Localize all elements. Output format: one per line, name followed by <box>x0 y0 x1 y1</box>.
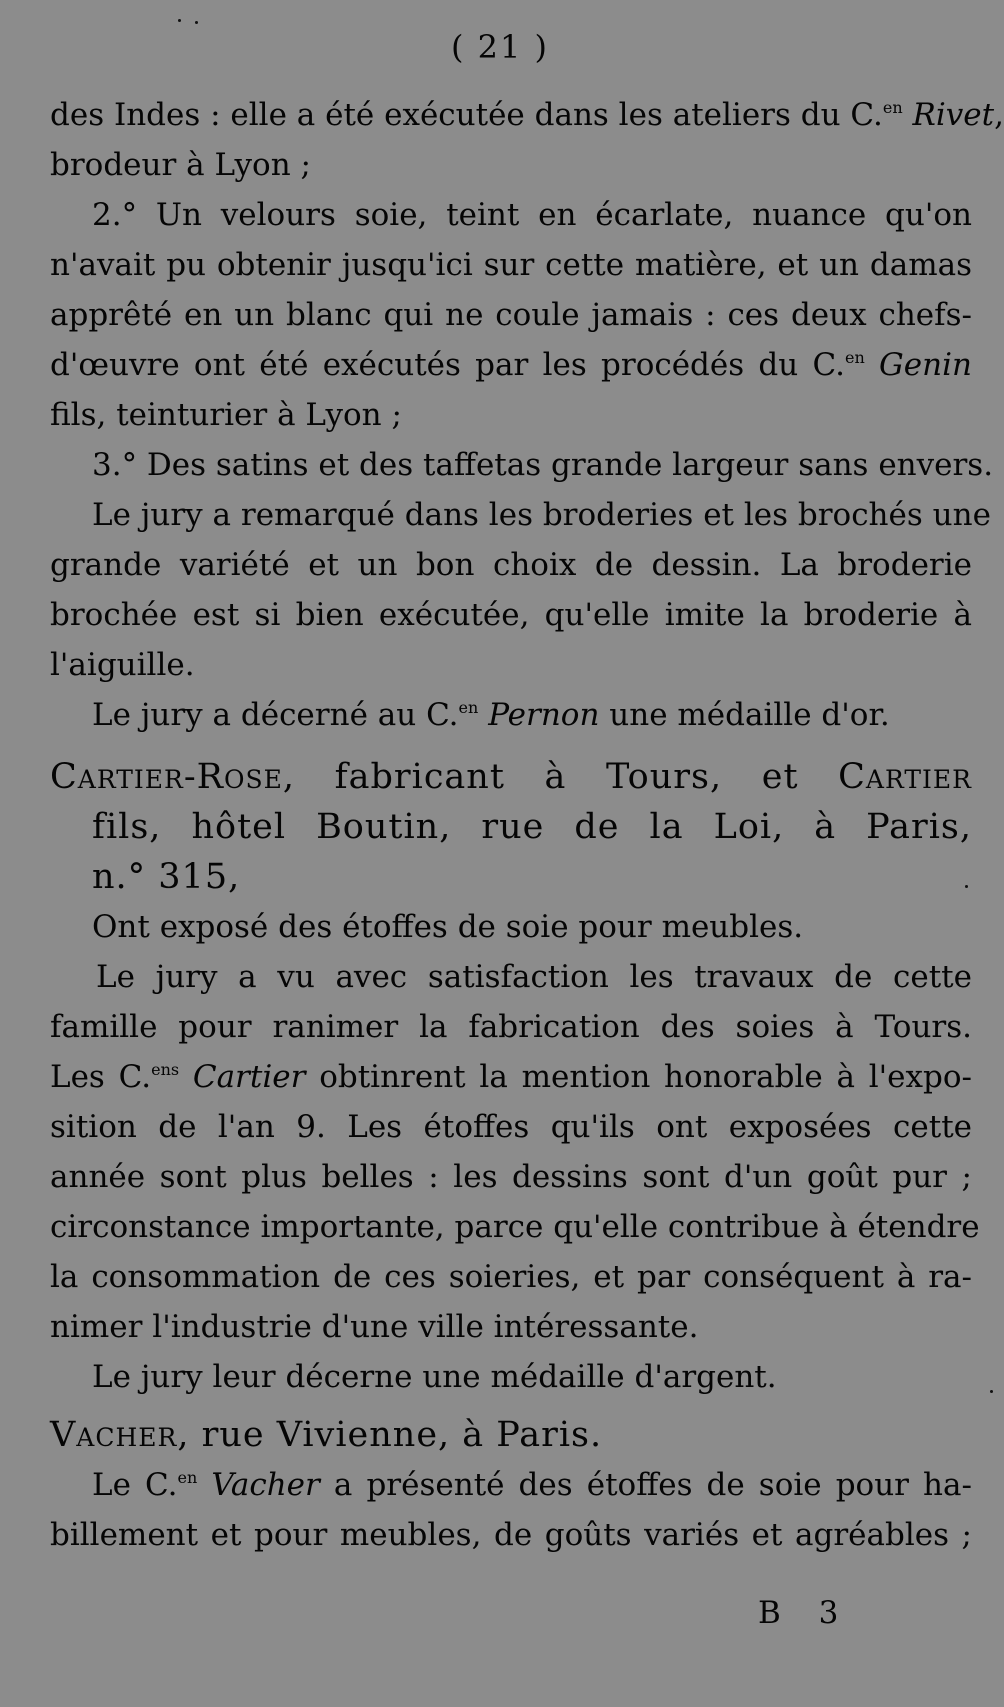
text-line: fils, teinturier à Lyon ; <box>50 397 402 433</box>
body-text <box>50 90 1004 1560</box>
ink-speck <box>195 21 198 24</box>
text-line: 2.° Un velours soie, teint en écarlate, nuance qu'on <box>92 197 972 233</box>
text-line: brochée est si bien exécutée, qu'elle imite la broderie à <box>50 597 972 633</box>
text-line: Le jury a décerné au C.$^{en}$ Pernon une médaille d'or. <box>92 697 890 733</box>
text-line: Le jury a remarqué dans les broderies et les brochés une <box>92 497 991 533</box>
text-line: nimer l'industrie d'une ville intéressante. <box>50 1309 699 1345</box>
text-line: année sont plus belles : les dessins sont d'un goût pur ; <box>50 1159 972 1195</box>
text-line: 3.° Des satins et des taffetas grande largeur sans envers. <box>92 447 994 483</box>
section-gap <box>50 1402 972 1410</box>
text-line: d'œuvre ont été exécutés par les procédés du C.$^{en}$ Genin <box>50 347 973 383</box>
text-line: la consommation de ces soieries, et par conséquent à ra- <box>50 1259 972 1295</box>
text-line: circonstance importante, parce qu'elle contribue à étendre <box>50 1209 980 1245</box>
text-line: famille pour ranimer la fabrication des soies à Tours. <box>50 1009 972 1045</box>
page-number: ( 21 ) <box>450 28 550 66</box>
text-line: Le jury leur décerne une médaille d'argent. <box>92 1359 777 1395</box>
entry-heading-vacher: Vacher, rue Vivienne, à Paris. <box>50 1415 603 1455</box>
text-line: billement et pour meubles, de goûts variés et agréables ; <box>50 1517 972 1553</box>
signature-mark: B 3 <box>758 1595 853 1631</box>
section-gap <box>50 740 972 752</box>
text-line: l'aiguille. <box>50 647 195 683</box>
text-line: n'avait pu obtenir jusqu'ici sur cette matière, et un damas <box>50 247 972 283</box>
text-line: Le C.$^{en}$ Vacher a présenté des étoffes de soie pour ha- <box>92 1467 972 1503</box>
ink-speck <box>178 19 181 22</box>
text-line: apprêté en un blanc qui ne coule jamais : ces deux chefs- <box>50 297 972 333</box>
text-line: grande variété et un bon choix de dessin. La broderie <box>50 547 972 583</box>
entry-heading-line: n.° 315, <box>92 857 241 897</box>
entry-heading-line: fils, hôtel Boutin, rue de la Loi, à Paris, <box>92 807 972 847</box>
text-line: Les C.$^{ens}$ Cartier obtinrent la mention honorable à l'expo- <box>50 1059 972 1095</box>
ink-speck <box>990 1390 993 1393</box>
text-line: des Indes : elle a été exécutée dans les ateliers du C.$^{en}$ Rivet, <box>50 97 1004 133</box>
text-line: sition de l'an 9. Les étoffes qu'ils ont exposées cette <box>50 1109 972 1145</box>
entry-heading-cartier: Cartier-Rose, fabricant à Tours, et Cartier <box>50 757 972 797</box>
text-line: Le jury a vu avec satisfaction les travaux de cette <box>96 959 972 995</box>
text-line: brodeur à Lyon ; <box>50 147 311 183</box>
text-line: Ont exposé des étoffes de soie pour meubles. <box>92 909 804 945</box>
